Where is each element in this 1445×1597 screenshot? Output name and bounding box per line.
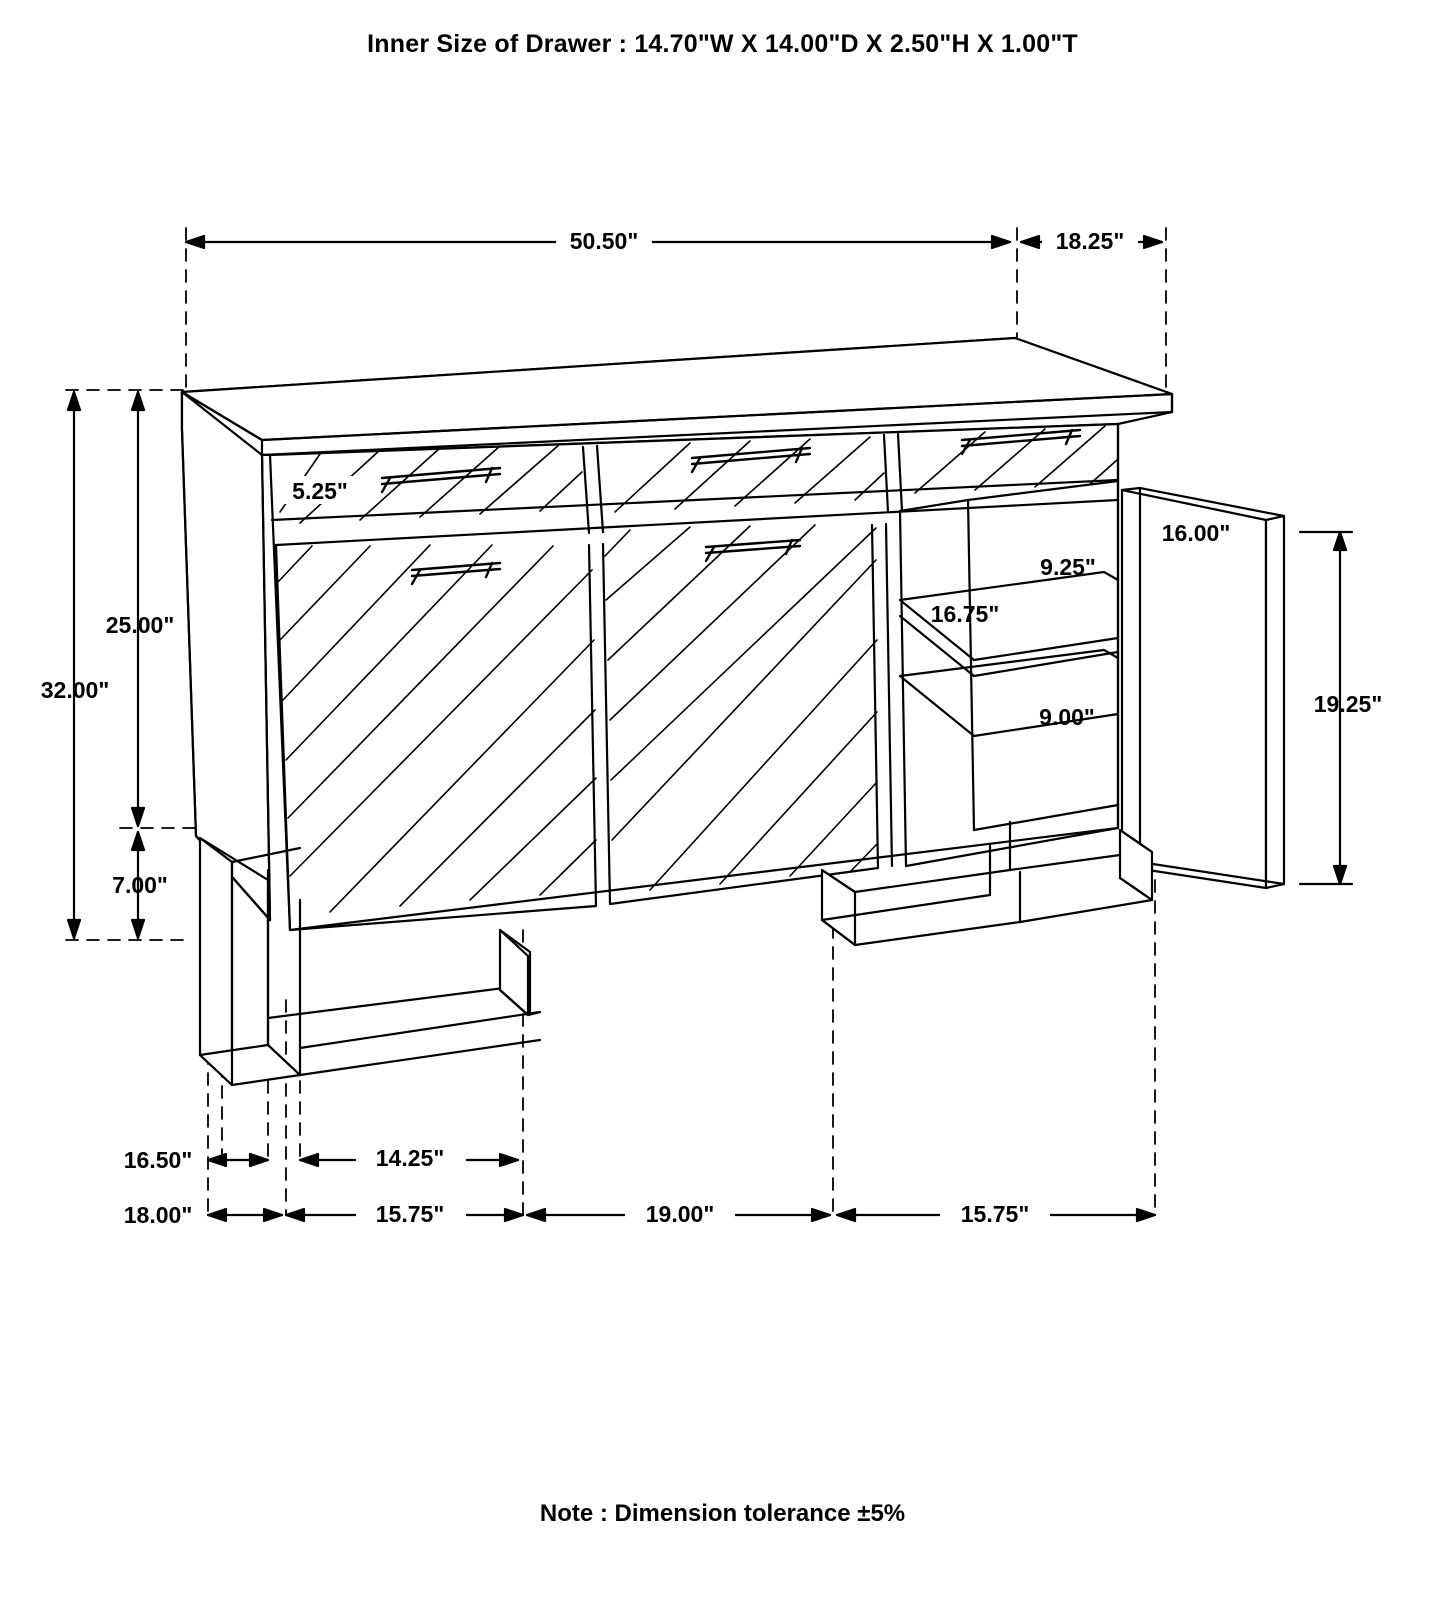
- extension-lines-bottom: [208, 880, 1155, 1215]
- dim-label-15-75-left: 15.75": [375, 1201, 445, 1227]
- dim-label-7-00: 7.00": [112, 872, 168, 898]
- dim-label-50-50: 50.50": [569, 228, 639, 254]
- dim-label-15-75-right: 15.75": [960, 1201, 1030, 1227]
- dim-label-16-75: 16.75": [930, 601, 1000, 627]
- dim-16-50: [208, 1154, 268, 1166]
- dim-label-9-25: 9.25": [1040, 554, 1096, 580]
- page-title: Inner Size of Drawer : 14.70"W X 14.00"D X 2.50"H X 1.00"T: [367, 30, 1078, 58]
- dim-label-19-00: 19.00": [645, 1201, 715, 1227]
- cabinet-left-side: [182, 392, 270, 920]
- dim-label-14-25: 14.25": [375, 1145, 445, 1171]
- dim-25-00: [132, 392, 144, 826]
- tolerance-note: Note : Dimension tolerance ±5%: [539, 1500, 906, 1527]
- dim-32-00: [68, 392, 80, 938]
- dim-18-00: [208, 1209, 282, 1221]
- dim-label-5-25: 5.25": [292, 478, 348, 504]
- dim-label-18-00: 18.00": [123, 1202, 193, 1228]
- dim-label-32-00: 32.00": [40, 677, 110, 703]
- dim-label-18-25: 18.25": [1055, 228, 1125, 254]
- open-right-door: [1122, 488, 1284, 888]
- dim-label-19-25: 19.25": [1313, 691, 1383, 717]
- dim-label-16-00: 16.00": [1161, 520, 1231, 546]
- dim-label-25-00: 25.00": [105, 612, 175, 638]
- dim-label-9-00: 9.00": [1039, 704, 1095, 730]
- dim-label-16-50: 16.50": [123, 1147, 193, 1173]
